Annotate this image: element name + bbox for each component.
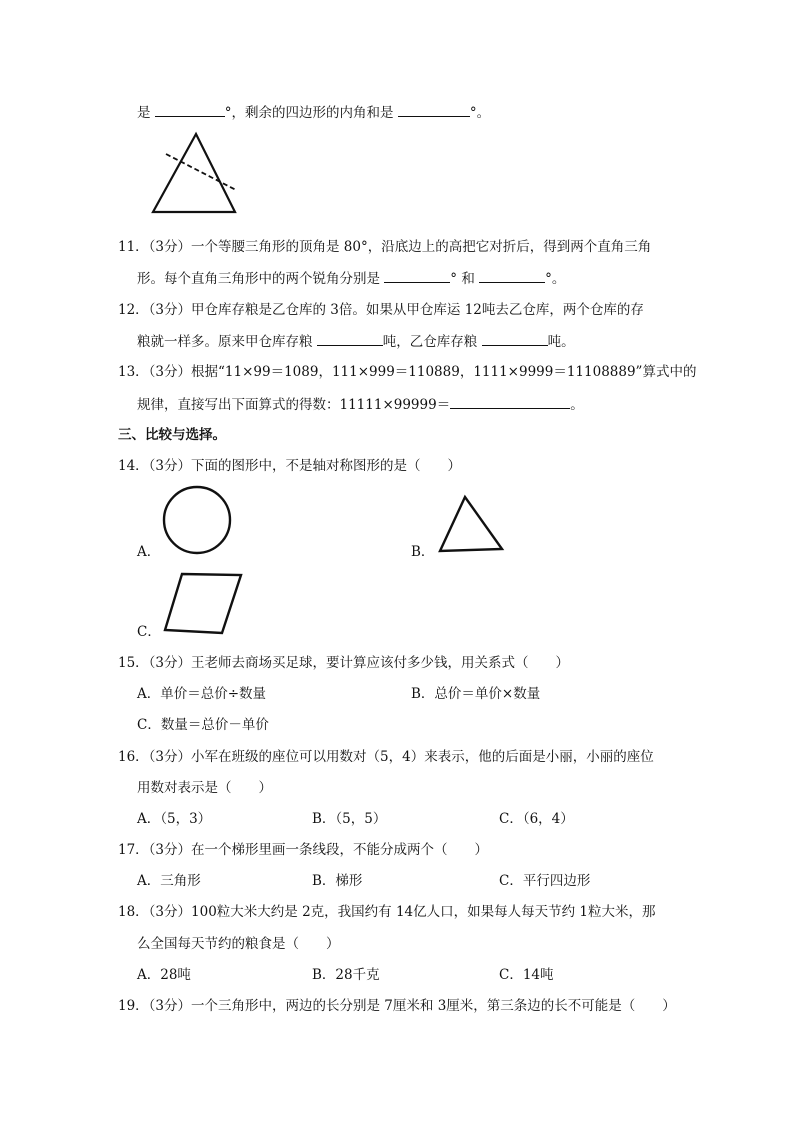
q13-line-2 <box>137 394 584 415</box>
q14-option-c-label[interactable]: C． <box>137 624 161 640</box>
q18-option-c[interactable]: C．14吨 <box>499 967 554 983</box>
q10-tail-line <box>137 102 490 123</box>
q17-option-a[interactable]: A．三角形 <box>137 873 201 889</box>
q11-blank-1[interactable] <box>384 268 450 283</box>
q17-option-c[interactable]: C．平行四边形 <box>499 873 591 889</box>
q18-line-1: 18．（3分）100粒大米大约是 2克，我国约有 14亿人口，如果每人每天节约 1粒大米，那 <box>118 904 656 920</box>
q15-option-c[interactable]: C．数量＝总价－单价 <box>137 717 269 733</box>
q16-line-2: 用数对表示是（ ） <box>137 780 272 796</box>
q11-blank-2[interactable] <box>479 268 545 283</box>
q14-circle <box>164 487 230 553</box>
q13-blank[interactable] <box>450 394 570 409</box>
q12-text-b: 吨，乙仓库存粮 <box>382 334 482 350</box>
q14-circle-figure <box>160 484 240 558</box>
q10-blank-2[interactable] <box>398 102 470 117</box>
q12-text-c: 吨。 <box>547 334 575 350</box>
q11-text-c: °。 <box>545 271 566 287</box>
section-heading-3: 三、比较与选择。 <box>118 427 226 443</box>
q11-line-2 <box>137 268 565 289</box>
q16-option-a[interactable]: A．（5，3） <box>137 811 212 827</box>
q18-option-b[interactable]: B．28千克 <box>312 967 380 983</box>
q13-text-a: 规律，直接写出下面算式的得数：11111×99999＝ <box>137 397 451 413</box>
q10-triangle <box>153 134 235 212</box>
q10-blank-1[interactable] <box>155 102 225 117</box>
q14-parallelogram <box>165 574 241 633</box>
q12-blank-1[interactable] <box>317 331 383 346</box>
q13-text-b: 。 <box>570 397 584 413</box>
q14-stem: 14．（3分）下面的图形中，不是轴对称图形的是（ ） <box>118 458 462 474</box>
q12-text-a: 粮就一样多。原来甲仓库存粮 <box>137 334 317 350</box>
q12-blank-2[interactable] <box>482 331 548 346</box>
q10-triangle-figure <box>140 128 250 218</box>
q15-option-b[interactable]: B．总价＝单价×数量 <box>411 686 541 702</box>
q10-dashed-cut <box>166 154 236 190</box>
q14-option-a-label[interactable]: A． <box>137 544 161 560</box>
q10-text-1: 是 <box>137 105 155 121</box>
q10-text-2: °，剩余的四边形的内角和是 <box>224 105 398 121</box>
q10-text-3: °。 <box>469 105 491 121</box>
q15-stem: 15．（3分）王老师去商场买足球，要计算应该付多少钱，用关系式（ ） <box>118 655 570 671</box>
q17-stem: 17．（3分）在一个梯形里画一条线段，不能分成两个（ ） <box>118 842 489 858</box>
q14-triangle <box>440 497 502 551</box>
q16-line-1: 16．（3分）小军在班级的座位可以用数对（5，4）来表示，他的后面是小丽，小丽的座位 <box>118 749 654 765</box>
q11-text-b: ° 和 <box>450 271 480 287</box>
q12-line-1: 12．（3分）甲仓库存粮是乙仓库的 3倍。如果从甲仓库运 12吨去乙仓库，两个仓库的存 <box>118 302 644 318</box>
q16-option-b[interactable]: B．（5，5） <box>312 811 387 827</box>
q14-triangle-figure <box>434 492 510 556</box>
q16-option-c[interactable]: C．（6，4） <box>499 811 574 827</box>
q17-option-b[interactable]: B．梯形 <box>312 873 363 889</box>
q12-line-2 <box>137 331 575 352</box>
q11-text-a: 形。每个直角三角形中的两个锐角分别是 <box>137 271 385 287</box>
q13-line-1: 13．（3分）根据“11×99＝1089，111×999＝110889，1111×9999＝11108889”算式中的 <box>118 364 697 380</box>
q11-line-1: 11．（3分）一个等腰三角形的顶角是 80°，沿底边上的高把它对折后，得到两个直角三角 <box>118 239 652 255</box>
q18-line-2: 么全国每天节约的粮食是（ ） <box>137 936 340 952</box>
q15-option-a[interactable]: A．单价＝总价÷数量 <box>137 686 267 702</box>
q14-parallelogram-figure <box>160 568 246 638</box>
q18-option-a[interactable]: A．28吨 <box>137 967 191 983</box>
q14-option-b-label[interactable]: B． <box>411 544 435 560</box>
q19-stem: 19．（3分）一个三角形中，两边的长分别是 7厘米和 3厘米，第三条边的长不可能是（ ） <box>118 998 676 1014</box>
